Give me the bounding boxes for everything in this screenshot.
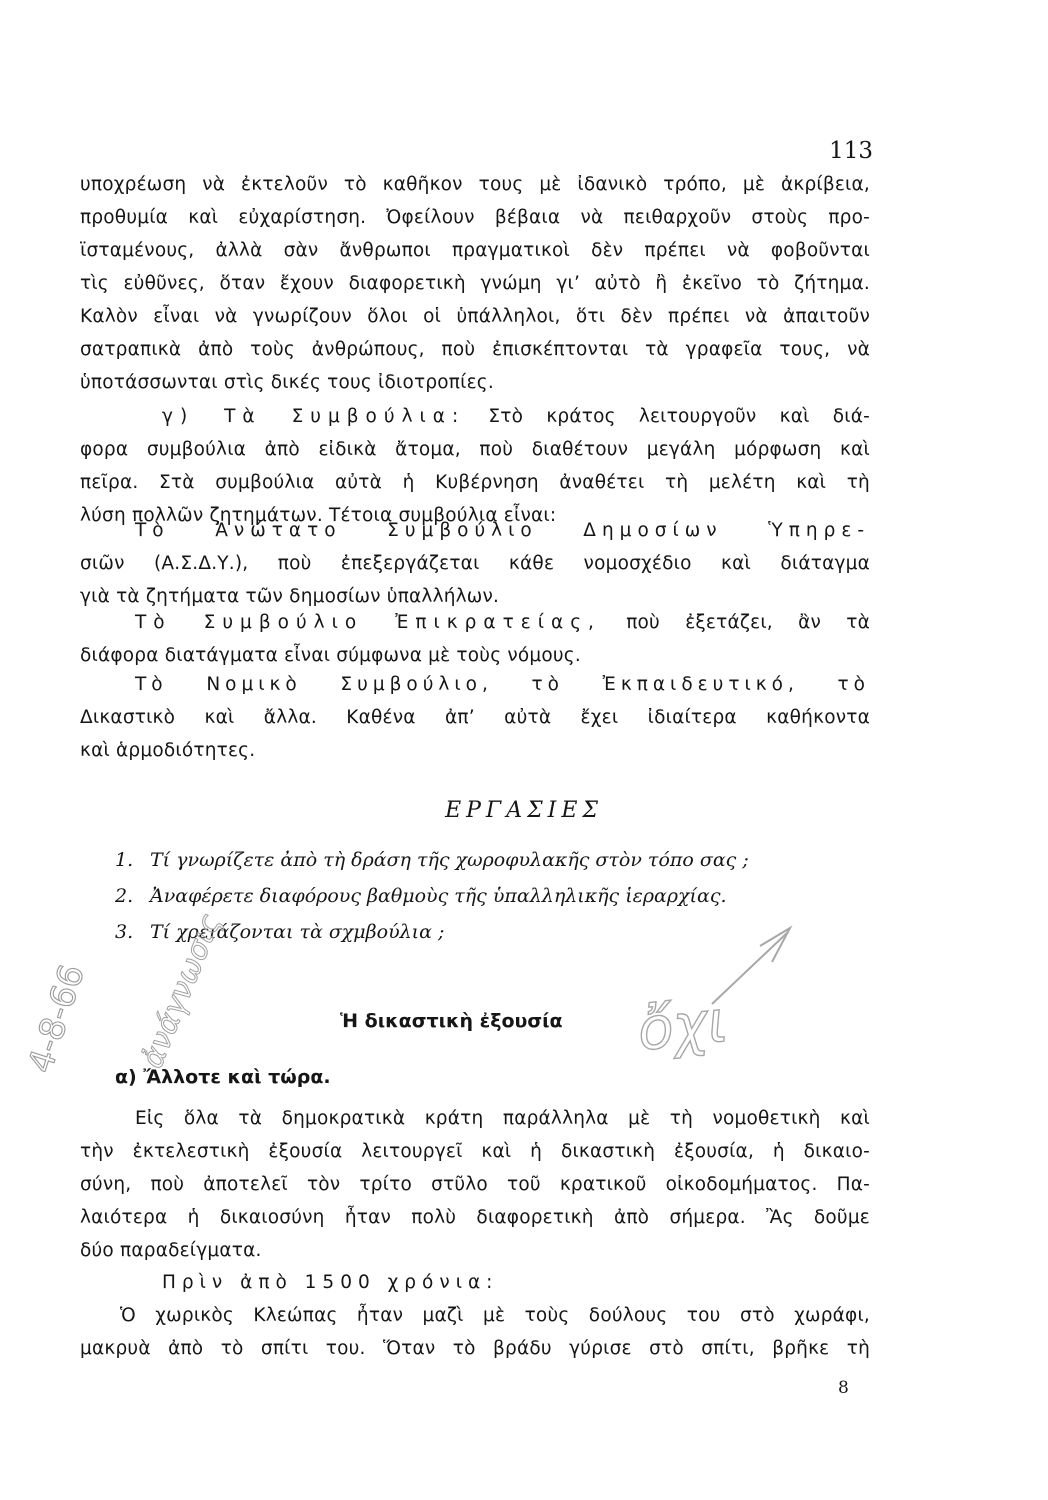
handwritten-date-text: 4-8-66 <box>20 959 93 1078</box>
paragraph-councils <box>80 400 870 532</box>
handwritten-mark-text: ὄχι <box>634 986 731 1064</box>
paragraph-duties <box>80 168 870 399</box>
handwritten-date <box>21 960 93 1078</box>
text-line: τὶς εὐθῦνες, ὅταν ἔχουν διαφορετικὴ γνώμη γι’ αὐτὸ ἢ ἐκεῖνο τὸ ζήτημα. <box>80 273 870 294</box>
exercise-item <box>115 914 835 950</box>
text-line: τὴν ἐκτελεστικὴ ἐξουσία λειτουργεῖ καὶ ἡ δικαστικὴ ἐξουσία, ἡ δικαιο- <box>80 1141 870 1162</box>
text-line: υποχρέωση νὰ ἐκτελοῦν τὸ καθῆκον τους μὲ ἰδανικὸ τρόπο, μὲ ἀκρίβεια, <box>80 174 870 195</box>
spaced-heading: γ) Τὰ Συμβούλια: <box>162 406 466 427</box>
exercise-item <box>115 842 835 878</box>
exercise-text: Τί γνωρίζετε ἀπὸ τὴ δράση τῆς χωροφυλακῆς στὸν τόπο σας ; <box>150 849 749 871</box>
exercise-number: 1. <box>115 849 134 871</box>
exercise-list <box>115 842 835 950</box>
text-line: προθυμία καὶ εὐχαρίστηση. Ὀφείλουν βέβαια νὰ πειθαρχοῦν στοὺς προ- <box>80 207 870 228</box>
text-line: γιὰ τὰ ζητήματα τῶν δημοσίων ὑπαλλήλων. <box>80 586 500 607</box>
text-line: λαιότερα ἡ δικαιοσύνη ἦταν πολὺ διαφορετικὴ ἀπὸ σήμερα. Ἂς δοῦμε <box>80 1207 870 1228</box>
text-line: Τὸ Νομικὸ Συμβούλιο, τὸ Ἐκπαιδευτικό, τὸ <box>135 674 870 695</box>
text-line: ϊσταμένους, ἀλλὰ σὰν ἄνθρωποι πραγματικοὶ δὲν πρέπει νὰ φοβοῦνται <box>80 240 870 261</box>
paragraph-legal-council <box>80 668 870 767</box>
text-line: Πρὶν ἀπὸ 1500 χρόνια: <box>162 1272 499 1293</box>
text-line: σατραπικὰ ἀπὸ τοὺς ἀνθρώπους, ποὺ ἐπισκέπτονται τὰ γραφεῖα τους, νὰ <box>80 339 870 360</box>
text-line: Δικαστικὸ καὶ ἄλλα. Καθένα ἀπ’ αὐτὰ ἔχει ἰδιαίτερα καθήκοντα <box>80 707 870 728</box>
handwritten-word-text: ἀνάγνωσις <box>134 909 229 1073</box>
spaced-heading: Τὸ Συμβούλιο Ἐπικρατείας, <box>135 612 601 633</box>
footer-signature-number: 8 <box>838 1378 849 1398</box>
text-line: ὑποτάσσωνται στὶς δικές τους ἰδιοτροπίες. <box>80 372 494 393</box>
paragraph-council-of-state <box>80 606 870 672</box>
text-run: Στὸ κράτος λειτουργοῦν καὶ διά- <box>488 406 870 427</box>
paragraph-example <box>80 1266 870 1365</box>
exercise-item <box>115 878 835 914</box>
text-line: σιῶν (Α.Σ.Δ.Υ.), ποὺ ἐπεξεργάζεται κάθε νομοσχέδιο καὶ διάταγμα <box>80 553 870 574</box>
exercises-heading: ΕΡΓΑΣΙΕΣ <box>445 798 603 823</box>
text-run: ποὺ ἐξετάζει, ἂν τὰ <box>626 612 870 633</box>
exercise-text: Ἀναφέρετε διαφόρους βαθμοὺς τῆς ὑπαλληλικῆς ἱεραρχίας. <box>150 885 727 907</box>
section-title: Ἡ δικαστικὴ ἐξουσία <box>340 1010 563 1032</box>
handwritten-mark <box>634 987 730 1064</box>
page-number: 113 <box>829 138 873 164</box>
text-line: διάφορα διατάγματα εἶναι σύμφωνα μὲ τοὺς νόμους. <box>80 645 581 666</box>
text-line: δύο παραδείγματα. <box>80 1240 262 1261</box>
text-line <box>80 606 870 639</box>
text-line: φορα συμβούλια ἀπὸ εἰδικὰ ἄτομα, ποὺ διαθέτουν μεγάλη μόρφωση καὶ <box>80 439 870 460</box>
exercise-number: 3. <box>115 921 134 943</box>
exercise-text: Τί χρειάζονται τὰ σχμβούλια ; <box>150 921 445 943</box>
paragraph-supreme-council <box>80 514 870 613</box>
text-line: καὶ ἁρμοδιότητες. <box>80 740 256 761</box>
subsection-title: α) Ἄλλοτε καὶ τώρα. <box>115 1066 331 1088</box>
text-line: μακρυὰ ἀπὸ τὸ σπίτι του. Ὅταν τὸ βράδυ γύρισε στὸ σπίτι, βρῆκε τὴ <box>80 1338 870 1359</box>
text-line: πεῖρα. Στὰ συμβούλια αὐτὰ ἡ Κυβέρνηση ἀναθέτει τὴ μελέτη καὶ τὴ <box>80 472 870 493</box>
text-line: Τὸ Ἀνώτατο Συμβούλιο Δημοσίων Ὑπηρε- <box>135 520 870 541</box>
text-line: σύνη, ποὺ ἀποτελεῖ τὸν τρίτο στῦλο τοῦ κρατικοῦ οἰκοδομήματος. Πα- <box>80 1174 870 1195</box>
text-line: Ὁ χωρικὸς Κλεώπας ἦταν μαζὶ μὲ τοὺς δούλους του στὸ χωράφι, <box>120 1305 870 1326</box>
text-line <box>80 400 870 433</box>
paragraph-judicial <box>80 1102 870 1267</box>
exercise-number: 2. <box>115 885 134 907</box>
text-line: λύση πολλῶν ζητημάτων. Τέτοια συμβούλια εἶναι: <box>80 505 557 526</box>
text-line: Καλὸν εἶναι νὰ γνωρίζουν ὅλοι οἱ ὑπάλληλοι, ὅτι δὲν πρέπει νὰ ἀπαιτοῦν <box>80 306 870 327</box>
text-line: Εἰς ὅλα τὰ δημοκρατικὰ κράτη παράλληλα μὲ τὴ νομοθετικὴ καὶ <box>135 1108 870 1129</box>
